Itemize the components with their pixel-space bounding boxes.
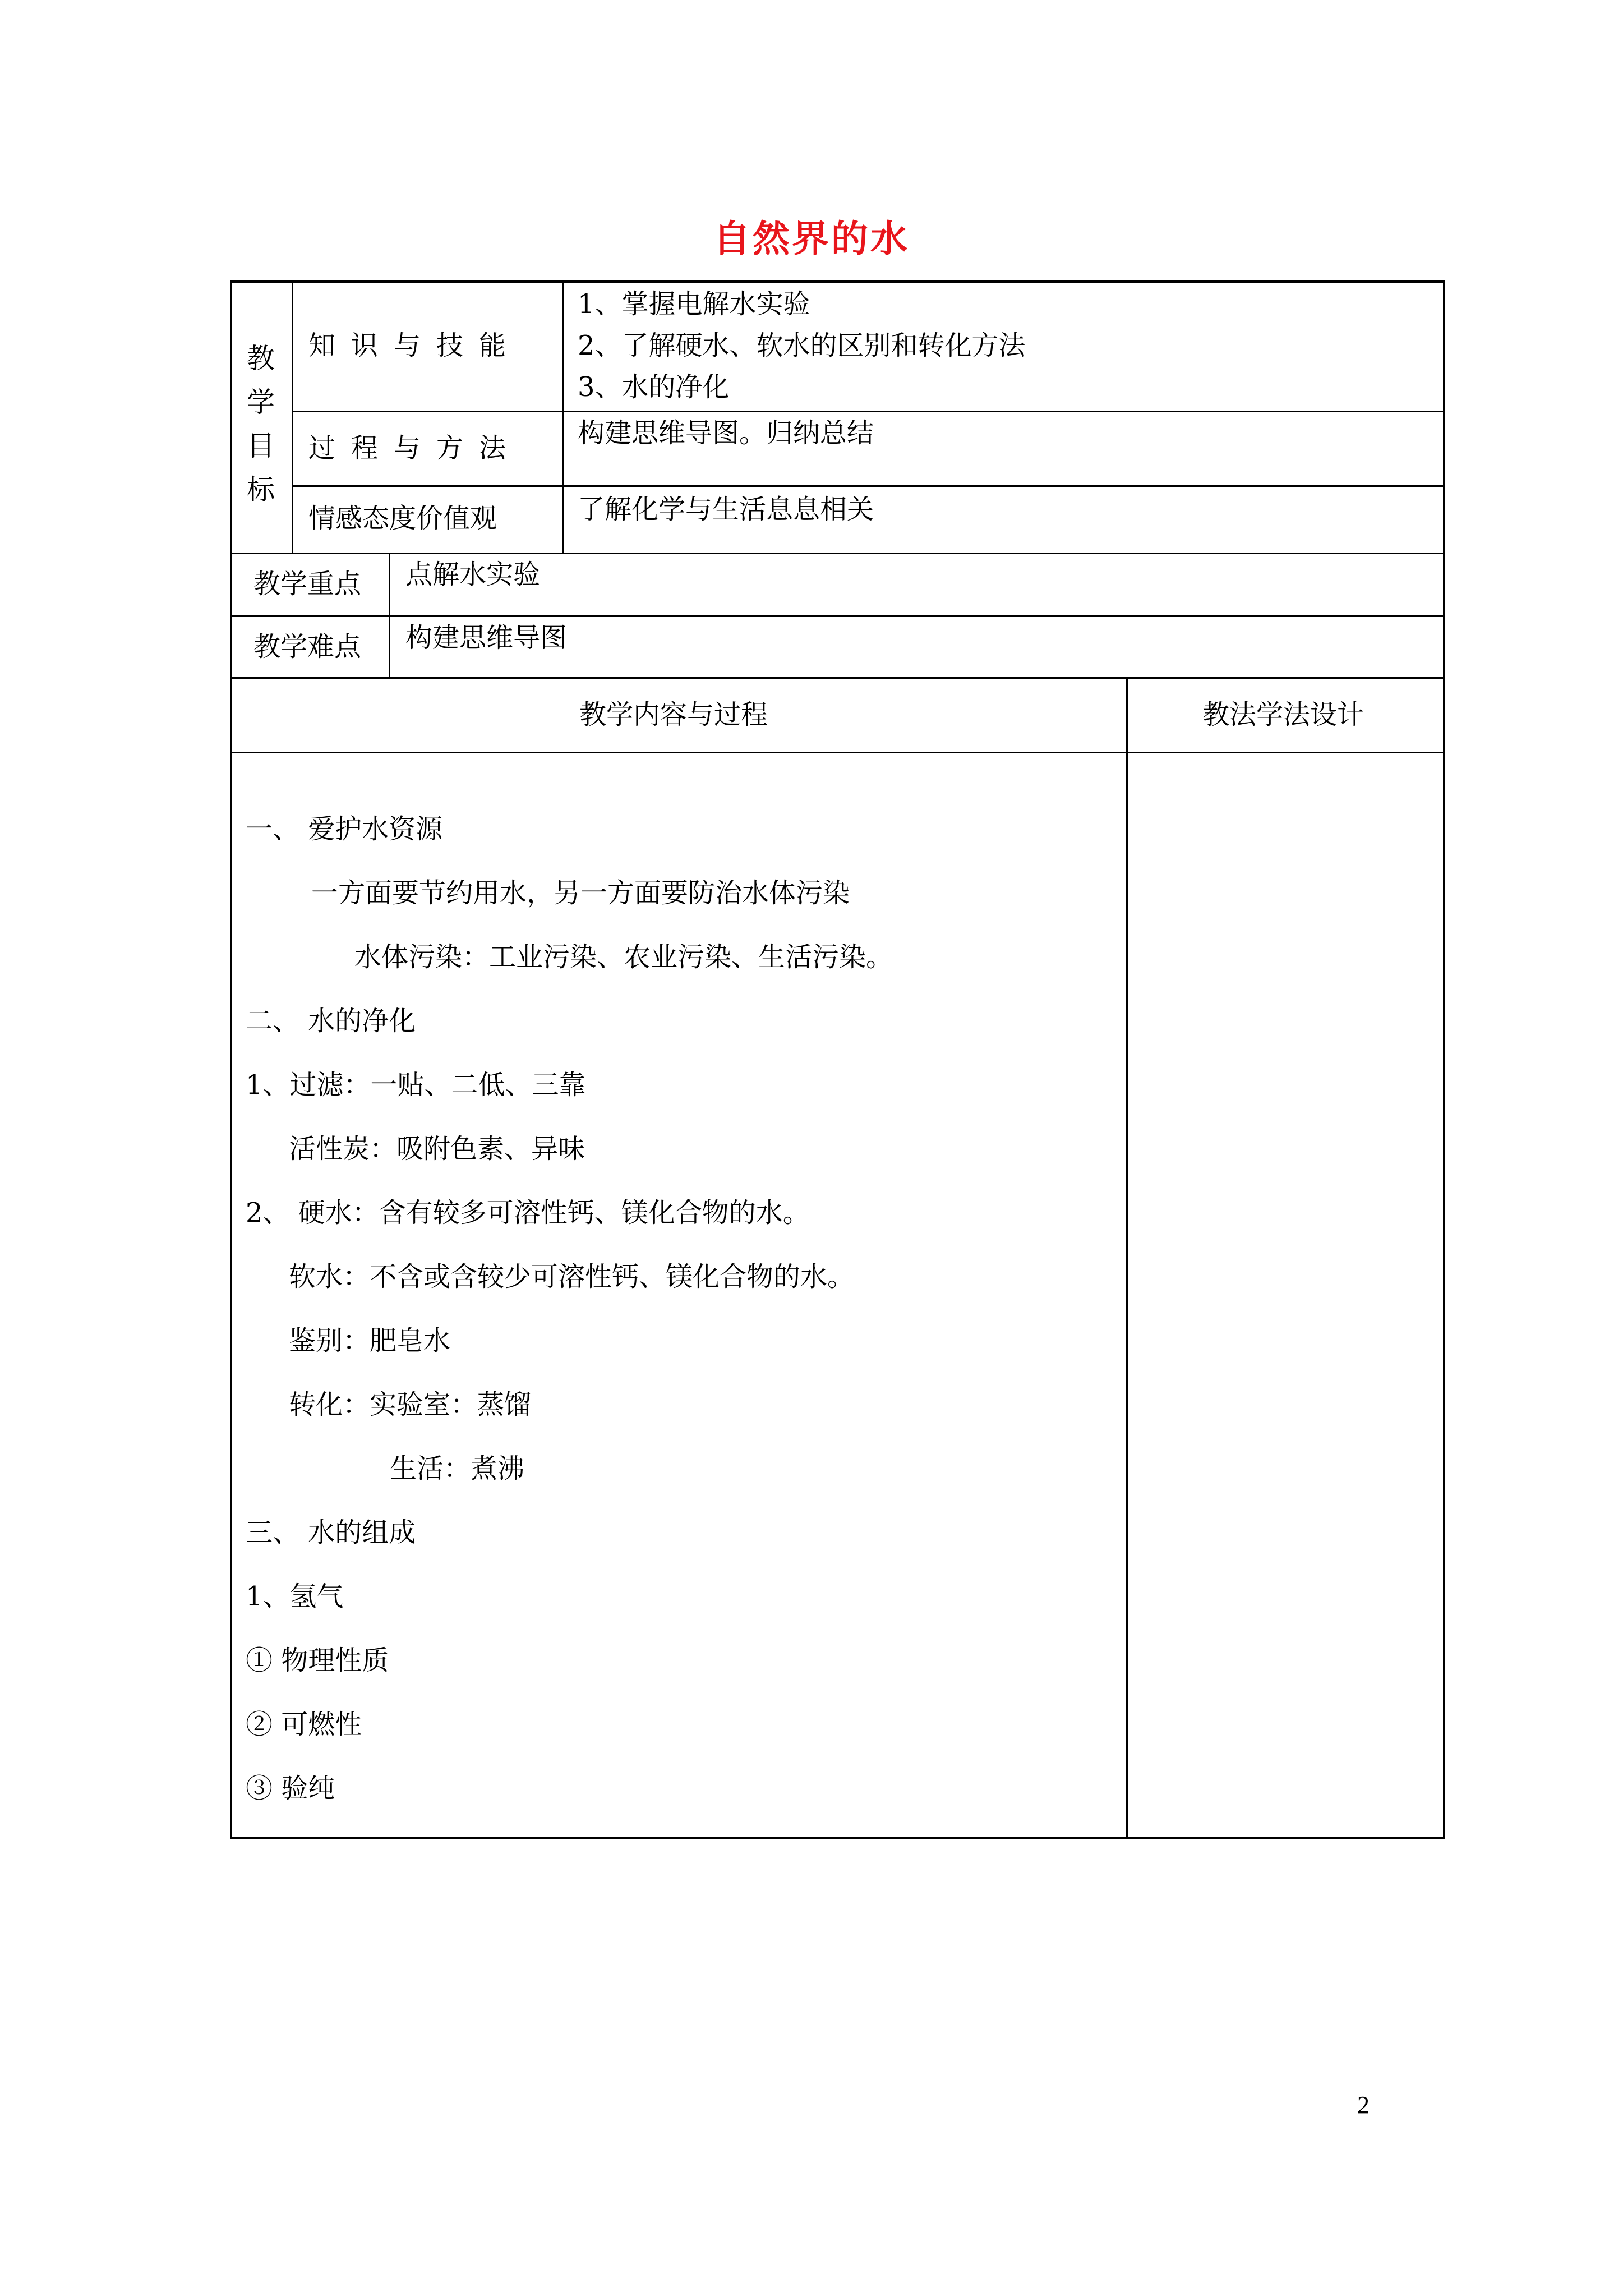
table-rule — [230, 615, 1445, 617]
objective-label-knowledge: 知识与技能 — [308, 330, 522, 361]
content-line: 1、过滤：一贴、二低、三靠 — [246, 1069, 586, 1101]
content-line: 生活：煮沸 — [390, 1453, 525, 1484]
objective-knowledge-line: 1、掌握电解水实验 — [578, 288, 810, 320]
table-rule — [230, 677, 1445, 679]
content-line: 软水：不含或含较少可溶性钙、镁化合物的水。 — [289, 1261, 855, 1292]
content-header: 教学内容与过程 — [579, 699, 768, 730]
objective-knowledge-line: 2、了解硬水、软水的区别和转化方法 — [578, 330, 1026, 361]
key-point-label: 教学重点 — [253, 568, 362, 600]
objective-attitude-line: 了解化学与生活息息相关 — [578, 494, 874, 525]
table-rule — [230, 752, 1445, 753]
content-line: 转化：实验室：蒸馏 — [289, 1389, 532, 1420]
table-rule — [1126, 677, 1128, 1839]
table-rule — [230, 553, 1445, 554]
objective-process-line: 构建思维导图。归纳总结 — [578, 417, 874, 449]
difficulty-value: 构建思维导图 — [405, 622, 568, 654]
content-line: 鉴别：肥皂水 — [289, 1325, 451, 1356]
table-rule — [292, 485, 1445, 487]
objective-knowledge-line: 3、水的净化 — [578, 371, 730, 403]
content-line: 2、 硬水：含有较多可溶性钙、镁化合物的水。 — [246, 1197, 810, 1228]
key-point-value: 点解水实验 — [405, 559, 541, 590]
page-number: 2 — [1357, 2091, 1370, 2119]
method-header: 教法学法设计 — [1202, 699, 1364, 730]
content-line: ② 可燃性 — [246, 1709, 362, 1740]
page-title: 自然界的水 — [713, 217, 910, 260]
table-rule — [389, 553, 390, 678]
content-line: 一方面要节约用水，另一方面要防治水体污染 — [311, 877, 850, 909]
content-line: 1、氢气 — [246, 1581, 344, 1612]
objective-label-process: 过程与方法 — [308, 432, 522, 464]
table-rule — [292, 411, 1445, 412]
table-rule — [292, 280, 293, 554]
content-line: 一、 爱护水资源 — [246, 813, 443, 845]
content-line: ③ 验纯 — [246, 1773, 335, 1804]
difficulty-label: 教学难点 — [253, 631, 362, 662]
content-line: 二、 水的净化 — [246, 1005, 416, 1037]
content-line: ① 物理性质 — [246, 1645, 389, 1676]
objective-label-attitude: 情感态度价值观 — [308, 503, 497, 534]
content-line: 活性炭：吸附色素、异味 — [289, 1133, 585, 1165]
content-line: 水体污染：工业污染、农业污染、生活污染。 — [354, 941, 893, 973]
objectives-label: 教 学 目 标 — [247, 342, 275, 506]
table-rule — [562, 280, 564, 554]
content-line: 三、 水的组成 — [246, 1517, 416, 1548]
